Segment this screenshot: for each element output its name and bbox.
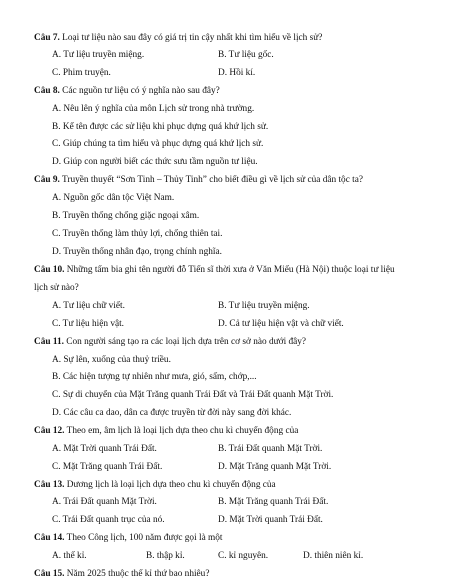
option-b: B. Mặt Trăng quanh Trái Đất.: [218, 496, 329, 507]
option-b: B. Truyền thống chống giặc ngoại xâm.: [52, 211, 200, 222]
option-a: A. thế kỉ.: [52, 551, 87, 561]
question-text: Loại tư liệu nào sau đây có giá trị tin cậy nhất khi tìm hiểu về lịch sử?: [59, 33, 323, 43]
option-a: A. Trái Đất quanh Mặt Trời.: [52, 496, 157, 507]
option-b: B. Tư liệu gốc.: [218, 50, 274, 61]
option-b: B. thập kỉ.: [146, 551, 185, 561]
option-d: D. Truyền thống nhân đạo, trọng chính nghĩa.: [52, 246, 222, 257]
question-text-continued: lịch sử nào?: [34, 282, 79, 293]
question-number: Câu 15.: [34, 569, 65, 579]
option-d: D. Mặt Trời quanh Trái Đất.: [218, 514, 323, 525]
option-d: D. thiên niên kỉ.: [303, 551, 364, 561]
option-b: B. Tư liệu truyền miệng.: [218, 300, 310, 311]
question-number: Câu 13.: [34, 479, 65, 490]
option-d: D. Mặt Trăng quanh Mặt Trời.: [218, 461, 332, 472]
question-number: Câu 7.: [34, 33, 60, 43]
question-14: [34, 532, 222, 544]
option-d: D. Giúp con người biết các thức sưu tầm nguồn tư liệu.: [52, 157, 258, 168]
question-10: [34, 264, 395, 276]
question-number: Câu 11.: [34, 336, 64, 347]
question-7: [34, 32, 322, 44]
question-text: Dương lịch là loại lịch dựa theo chu kì chuyển động của: [64, 479, 276, 490]
option-d: D. Cả tư liệu hiện vật và chữ viết.: [218, 318, 344, 329]
question-text: Truyền thuyết “Sơn Tinh – Thủy Tinh” cho biết điều gì về lịch sử của dân tộc ta?: [59, 175, 363, 186]
option-a: A. Mặt Trời quanh Trái Đất.: [52, 443, 157, 454]
question-number: Câu 9.: [34, 175, 60, 186]
option-d: D. Hồi kí.: [218, 68, 256, 79]
question-number: Câu 10.: [34, 264, 65, 275]
option-a: A. Nguồn gốc dân tộc Việt Nam.: [52, 193, 175, 204]
option-d: D. Các câu ca dao, dân ca được truyền từ đời này sang đời khác.: [52, 407, 292, 418]
option-c: C. Mặt Trăng quanh Trái Đất.: [52, 461, 163, 472]
option-c: C. Sự di chuyển của Mặt Trăng quanh Trái Đất và Trái Đất quanh Mặt Trời.: [52, 389, 334, 400]
question-text: Theo Công lịch, 100 năm được gọi là một: [64, 533, 223, 543]
option-c: C. Tư liệu hiện vật.: [52, 318, 125, 329]
option-c: C. Giúp chúng ta tìm hiểu và phục dựng quá khứ lịch sử.: [52, 139, 264, 150]
option-c: C. Trái Đất quanh trục của nó.: [52, 514, 165, 525]
option-b: B. Trái Đất quanh Mặt Trời.: [218, 443, 323, 454]
question-number: Câu 8.: [34, 86, 60, 97]
option-c: C. kỉ nguyên.: [218, 551, 269, 561]
question-13: [34, 479, 276, 491]
question-text: Năm 2025 thuộc thế kỉ thứ bao nhiêu?: [64, 569, 210, 579]
option-a: A. Sự lên, xuống của thuỷ triều.: [52, 354, 171, 365]
option-b: B. Các hiện tượng tự nhiên như mưa, gió, sấm, chớp,...: [52, 371, 257, 382]
question-text: Con người sáng tạo ra các loại lịch dựa trên cơ sở nào dưới đây?: [63, 336, 307, 347]
option-c: C. Phim truyện.: [52, 68, 111, 79]
question-15: [34, 568, 209, 580]
option-a: A. Tư liệu chữ viết.: [52, 300, 125, 311]
question-text: Theo em, âm lịch là loại lịch dựa theo chu kì chuyển động của: [64, 425, 299, 436]
option-a: A. Tư liệu truyền miệng.: [52, 50, 145, 61]
question-8: [34, 85, 220, 97]
option-a: A. Nêu lên ý nghĩa của môn Lịch sử trong nhà trường.: [52, 104, 255, 115]
question-12: [34, 425, 298, 437]
question-text: Các nguồn tư liệu có ý nghĩa nào sau đây?: [59, 86, 220, 97]
question-number: Câu 12.: [34, 425, 65, 436]
question-11: [34, 336, 306, 348]
option-b: B. Kể tên được các sử liệu khi phục dựng quá khứ lịch sử.: [52, 122, 269, 133]
question-text: Những tấm bia ghi tên người đỗ Tiến sĩ thời xưa ở Văn Miếu (Hà Nội) thuộc loại tư liệu: [64, 264, 395, 275]
option-c: C. Truyền thống làm thủy lợi, chống thiên tai.: [52, 229, 223, 240]
question-9: [34, 174, 363, 186]
question-number: Câu 14.: [34, 533, 65, 543]
